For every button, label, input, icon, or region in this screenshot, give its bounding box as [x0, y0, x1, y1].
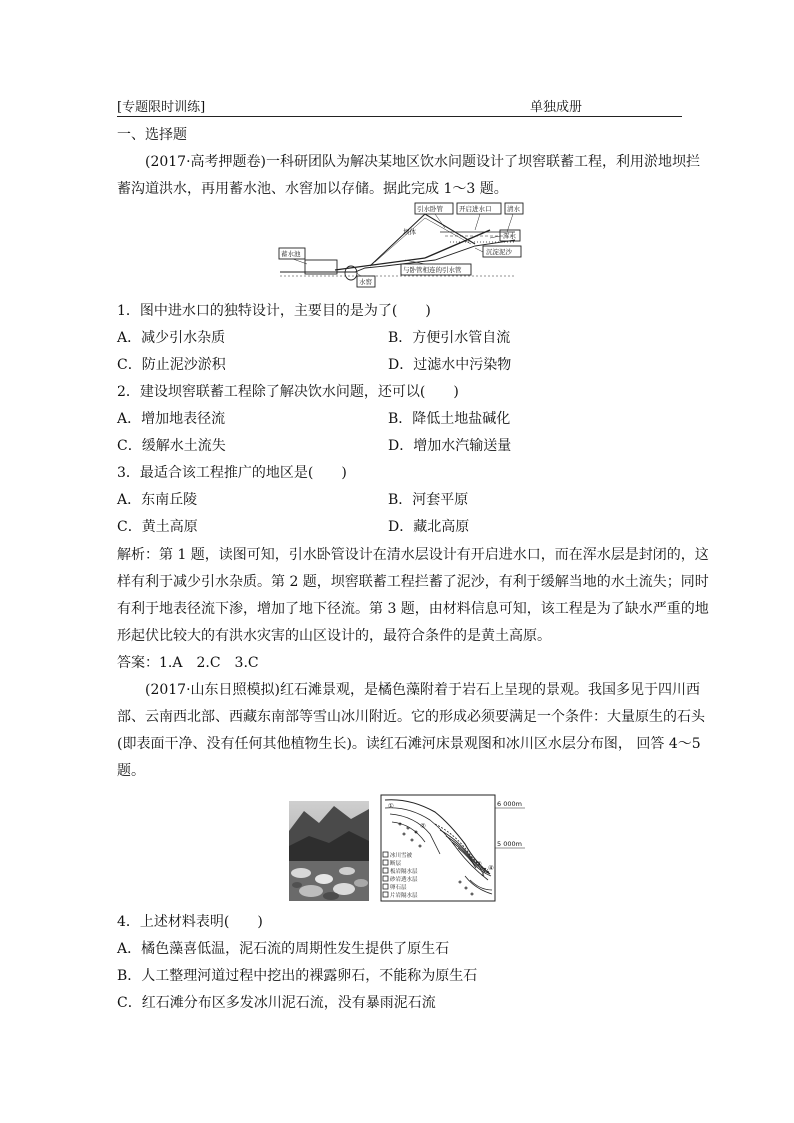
legend-item: 卵石层 — [390, 885, 407, 891]
q2-option-d: D．增加水汽输送量 — [388, 438, 512, 454]
answer-line: 答案：1.A 2.C 3.C — [117, 655, 259, 671]
q2-option-a: A．增加地表径流 — [117, 411, 226, 427]
intro1-line2: 蓄沟道洪水，再用蓄水池、水窖加以存储。据此完成 1～3 题。 — [117, 181, 508, 197]
q3-option-b: B．河套平原 — [388, 492, 469, 508]
legend-item: 砂岩透水层 — [390, 877, 418, 883]
intro2-line4: 题。 — [117, 763, 145, 779]
header-right: 单独成册 — [529, 100, 582, 115]
header-left: [专题限时训练] — [117, 100, 206, 115]
label-pool: 蓄水池 — [281, 250, 301, 258]
label-inlet: 开启进水口 — [459, 205, 492, 213]
marker-1: ① — [388, 802, 394, 810]
dam-diagram-drawing — [279, 203, 523, 287]
intro1-line1: (2017·高考押题卷)一科研团队为解决某地区饮水问题设计了坝窖联蓄工程，利用淤地坝拦 — [145, 154, 701, 170]
q1-option-a: A．减少引水杂质 — [117, 330, 226, 346]
legend-item: 断层 — [390, 861, 402, 867]
analysis-line4: 形起伏比较大的有洪水灾害的山区设计的，最符合条件的是黄土高原。 — [117, 628, 551, 644]
label-silt: 沉淀泥沙 — [486, 248, 512, 256]
q4-stem: 4．上述材料表明( ) — [117, 914, 263, 930]
legend-item: 板岩隔水层 — [390, 869, 418, 875]
page-header — [117, 96, 682, 117]
marker-2: ② — [420, 822, 426, 830]
q3-option-a: A．东南丘陵 — [117, 492, 198, 508]
q4-option-a: A．橘色藻喜低温，泥石流的周期性发生提供了原生石 — [117, 941, 450, 957]
elevation-low-label: 5 000m — [497, 840, 522, 848]
label-muddy: 浑水 — [503, 232, 516, 240]
marker-3: ③ — [476, 860, 482, 868]
label-pipe: 引水卧管 — [417, 205, 443, 213]
label-clear: 清水 — [507, 205, 520, 213]
legend-item: 片岩隔水层 — [390, 893, 418, 899]
red-stone-beach-photo — [289, 801, 369, 901]
q2-stem: 2．建设坝窖联蓄工程除了解决饮水问题，还可以( ) — [117, 384, 459, 400]
q1-option-c: C．防止泥沙淤积 — [117, 357, 226, 373]
label-cellar: 水窖 — [359, 278, 372, 286]
analysis-line1: 解析：第 1 题，读图可知，引水卧管设计在清水层设计有开启进水口，而在浑水层是封闭的，这 — [117, 547, 709, 563]
q1-stem: 1．图中进水口的独特设计，主要目的是为了( ) — [117, 303, 431, 319]
q4-option-c: C．红石滩分布区多发冰川泥石流，没有暴雨泥石流 — [117, 995, 436, 1011]
q3-stem: 3．最适合该工程推广的地区是( ) — [117, 465, 347, 481]
elevation-high-label: 6 000m — [497, 800, 522, 808]
section-title: 一、选择题 — [117, 127, 187, 143]
glacier-layer-diagram — [380, 794, 526, 904]
legend-item: 冰川雪被 — [390, 853, 413, 859]
q1-option-d: D．过滤水中污染物 — [388, 357, 512, 373]
q2-option-c: C．缓解水土流失 — [117, 438, 226, 454]
analysis-line2: 样有利于减少引水杂质。第 2 题，坝窖联蓄工程拦蓄了泥沙，有利于缓解当地的水土流失；同时 — [117, 574, 709, 590]
intro2-line3: (即表面干净、没有任何其他植物生长)。读红石滩河床景观图和冰川区水层分布图， 回答 4～5 — [117, 736, 701, 752]
label-conn-pipe: 与卧管相连的引水管 — [403, 266, 462, 274]
marker-4: ④ — [488, 864, 494, 872]
dam-diagram — [275, 200, 525, 292]
label-dam: 坝体 — [403, 228, 416, 236]
q3-option-d: D．藏北高原 — [388, 519, 470, 535]
intro2-line1: (2017·山东日照模拟)红石滩景观，是橘色藻附着于岩石上呈现的景观。我国多见于四川西 — [145, 682, 701, 698]
q4-option-b: B．人工整理河道过程中挖出的裸露卵石，不能称为原生石 — [117, 968, 478, 984]
q1-option-b: B．方便引水管自流 — [388, 330, 511, 346]
analysis-line3: 有利于地表径流下渗，增加了地下径流。第 3 题，由材料信息可知，该工程是为了缺水严重的地 — [117, 601, 709, 617]
intro2-line2: 部、云南西北部、西藏东南部等雪山冰川附近。它的形成必须要满足一个条件：大量原生的石头 — [117, 709, 705, 725]
q3-option-c: C．黄土高原 — [117, 519, 198, 535]
q2-option-b: B．降低土地盐碱化 — [388, 411, 511, 427]
